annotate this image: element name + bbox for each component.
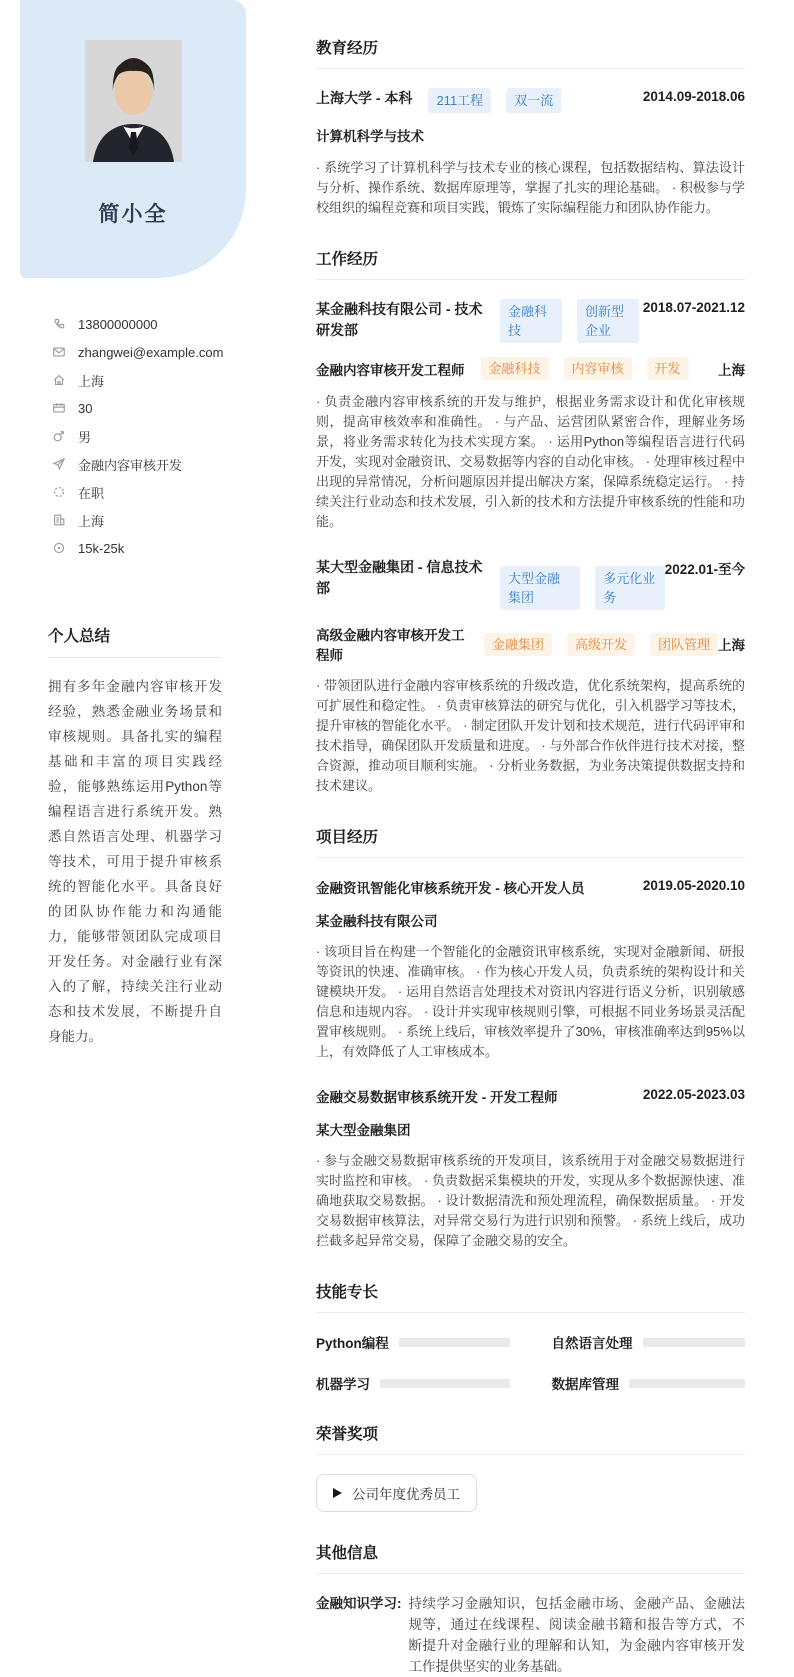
project-header: [316, 877, 745, 897]
skill-label: 自然语言处理: [551, 1336, 633, 1351]
project-company: 某大型金融集团: [316, 1123, 411, 1138]
age-value: 30: [78, 400, 93, 416]
contact-job-status: [52, 478, 300, 506]
work-entry-header: [316, 557, 745, 610]
skill-item: [552, 1373, 746, 1393]
skills-title: 技能专长: [316, 1280, 745, 1313]
position-tag: 内容审核: [564, 357, 632, 380]
education-title: 教育经历: [316, 36, 745, 69]
skill-label: 数据库管理: [551, 1377, 619, 1392]
contact-age: [52, 394, 300, 422]
project-name: 金融交易数据审核系统开发 - 开发工程师: [316, 1090, 558, 1105]
profile-card: [20, 0, 246, 278]
work-description: · 带领团队进行金融内容审核系统的升级改造，优化系统架构，提高系统的可扩展性和稳定性。 · 负责审核算法的研究与优化，引入机器学习等技术，提升审核的智能化水平。 · 制定团队开发计划和技术规范，进行代码评审和技术指导，确保团队开发质量和进度。 · 与外部合作伙伴进行技术对接，整合资源，推动项目顺利实施。 · 分析业务数据，为业务决策提供数据支持和技术建议。: [316, 678, 745, 793]
position-row: [316, 357, 745, 380]
contact-email: [52, 338, 300, 366]
city-value: 上海: [78, 373, 105, 389]
work-location: 上海: [718, 638, 745, 653]
project-date: 2022.05-2023.03: [642, 1087, 745, 1102]
position-tag: 高级开发: [567, 633, 635, 656]
position-tag: 开发: [647, 357, 689, 380]
summary-text: 拥有多年金融内容审核开发经验，熟悉金融业务场景和审核规则。具备扎实的编程基础和丰富的项目实践经验，能够熟练运用Python等编程语言进行系统开发。熟悉自然语言处理、机器学习等技术，可用于提升审核系统的智能化水平。具备良好的团队协作能力和沟通能力，能够带领团队完成项目开发任务。对金融行业有深入的了解，持续关注行业动态和技术发展，不断提升自身能力。: [48, 679, 222, 1044]
project-description: · 参与金融交易数据审核系统的开发项目，该系统用于对金融交易数据进行实时监控和审核。 · 负责数据采集模块的开发，实现从多个数据源快速、准确地获取交易数据。 · 设计数据清洗和预处理流程，确保数据质量。 · 开发交易数据审核算法，对异常交易行为进行识别和预警。 · 系统上线后，成功拦截多起异常交易，保障了金融交易的安全。: [316, 1153, 745, 1248]
company-name: 某金融科技有限公司 - 技术研发部: [316, 301, 483, 338]
school-tags: [428, 88, 561, 113]
company-tag: 大型金融集团: [500, 566, 580, 610]
honor-label: 公司年度优秀员工: [352, 1487, 460, 1502]
project-company: 某金融科技有限公司: [316, 914, 438, 929]
project-description: · 该项目旨在构建一个智能化的金融资讯审核系统，实现对金融新闻、研报等资讯的快速、准确审核。 · 作为核心开发人员，负责系统的架构设计和关键模块开发。 · 运用自然语言处理技术对资讯内容进行语义分析，识别敏感信息和违规内容。 · 设计并实现审核规则引擎，可根据不同业务场景灵活配置审核规则。 · 系统上线后，审核效率提升了30%，审核准确率达到95%以上，有效降低了人工审核成本。: [316, 944, 745, 1059]
gender-value: 男: [78, 429, 92, 445]
summary-title: 个人总结: [48, 624, 222, 658]
avatar: [85, 40, 182, 162]
skill-bar: [643, 1338, 746, 1347]
salary-value: 15k-25k: [78, 540, 125, 556]
intended-city-value: 上海: [78, 513, 105, 529]
other-info-title: 其他信息: [316, 1541, 745, 1574]
play-icon: [333, 1488, 342, 1498]
honors-section: [316, 1422, 745, 1512]
position-tags: [484, 633, 718, 656]
honor-item-button[interactable]: [316, 1474, 477, 1512]
other-info-row: [316, 1593, 745, 1677]
other-info-text: 持续学习金融知识，包括金融市场、金融产品、金融法规等，通过在线课程、阅读金融书籍和报告等方式，不断提升对金融行业的理解和认知，为金融内容审核开发工作提供坚实的业务基础。: [408, 1596, 745, 1674]
status-icon: [52, 485, 66, 499]
position-row: [316, 624, 745, 664]
skill-bar: [380, 1379, 510, 1388]
company-tags: [500, 566, 665, 610]
school-tag: 双一流: [506, 88, 561, 113]
contact-salary: [52, 534, 300, 562]
work-description: · 负责金融内容审核系统的开发与维护，根据业务需求设计和优化审核规则，提高审核效率和准确性。 · 与产品、运营团队紧密合作，理解业务场景，将业务需求转化为技术实现方案。 · 运用Python等编程语言进行代码开发，实现对金融资讯、交易数据等内容的自动化审核。 · 处理审核过程中出现的异常情况，分析问题原因并提出解决方案，保障系统稳定运行。 · 持续关注行业动态和技术发展，引入新的技术和方法提升审核系统的性能和功能。: [316, 394, 746, 529]
home-icon: [52, 373, 66, 387]
position-tag: 团队管理: [650, 633, 718, 656]
skill-bar: [629, 1379, 745, 1388]
contact-city: [52, 366, 300, 394]
skill-item: [552, 1332, 746, 1352]
mail-icon: [52, 345, 66, 359]
position-tag: 金融科技: [481, 357, 549, 380]
skill-bar: [399, 1338, 510, 1347]
honors-title: 荣誉奖项: [316, 1422, 745, 1455]
position-tag: 金融集团: [484, 633, 552, 656]
phone-icon: [52, 317, 66, 331]
skill-item: [316, 1332, 510, 1352]
project-date: 2019.05-2020.10: [642, 878, 745, 893]
work-section: [316, 247, 745, 796]
candidate-name: 简小全: [98, 203, 168, 226]
personal-summary-section: [48, 624, 222, 1049]
phone-value: 13800000000: [78, 316, 158, 332]
skill-item: [316, 1373, 510, 1393]
email-value: zhangwei@example.com: [78, 344, 224, 360]
education-date: 2014.09-2018.06: [642, 89, 745, 104]
company-name: 某大型金融集团 - 信息技术部: [316, 559, 483, 596]
work-entry-header: [316, 299, 745, 343]
project-header: [316, 1086, 745, 1106]
salary-icon: [52, 541, 66, 555]
work-entry: [316, 299, 745, 532]
projects-title: 项目经历: [316, 825, 745, 858]
work-date: 2018.07-2021.12: [642, 300, 745, 315]
age-icon: [52, 401, 66, 415]
work-title: 工作经历: [316, 247, 745, 280]
contact-phone: [52, 310, 300, 338]
work-location: 上海: [718, 362, 745, 378]
contact-list: [52, 310, 300, 562]
sidebar: [0, 0, 300, 1346]
skills-section: [316, 1280, 745, 1393]
work-date: 2022.01-至今: [664, 562, 745, 577]
position-name: 高级金融内容审核开发工程师: [316, 628, 465, 663]
school-tag: 211工程: [428, 88, 491, 113]
project-entry: [316, 1086, 745, 1251]
contact-gender: [52, 422, 300, 450]
main-content: [300, 0, 794, 1674]
position-tags: [481, 357, 689, 380]
other-info-section: [316, 1541, 745, 1677]
education-section: [316, 36, 745, 218]
education-description: · 系统学习了计算机科学与技术专业的核心课程，包括数据结构、算法设计与分析、操作系统、数据库原理等，掌握了扎实的理论基础。 · 积极参与学校组织的编程竞赛和项目实践，锻炼了实际编程能力和团队协作能力。: [316, 160, 745, 215]
contact-intended-city: [52, 506, 300, 534]
company-tags: [500, 299, 639, 343]
job-status-value: 在职: [78, 485, 105, 501]
gender-icon: [52, 429, 66, 443]
company-tag: 创新型企业: [577, 299, 639, 343]
project-name: 金融资讯智能化审核系统开发 - 核心开发人员: [316, 881, 585, 896]
school-name: 上海大学 - 本科: [316, 90, 413, 106]
company-tag: 多元化业务: [595, 566, 665, 610]
major: 计算机科学与技术: [316, 129, 424, 144]
company-tag: 金融科技: [500, 299, 562, 343]
skills-grid: [316, 1332, 745, 1393]
education-entry-header: [316, 88, 745, 113]
projects-section: [316, 825, 745, 1251]
job-intention-value: 金融内容审核开发: [78, 457, 183, 473]
position-name: 金融内容审核开发工程师: [316, 362, 465, 378]
project-entry: [316, 877, 745, 1062]
skill-label: 机器学习: [316, 1377, 370, 1392]
skill-label: Python编程: [316, 1336, 389, 1351]
paper-plane-icon: [52, 457, 66, 471]
avatar-photo-placeholder: [85, 40, 182, 162]
contact-job-intention: [52, 450, 300, 478]
work-entry: [316, 557, 745, 796]
other-info-label: 金融知识学习:: [316, 1596, 402, 1611]
building-icon: [52, 513, 66, 527]
